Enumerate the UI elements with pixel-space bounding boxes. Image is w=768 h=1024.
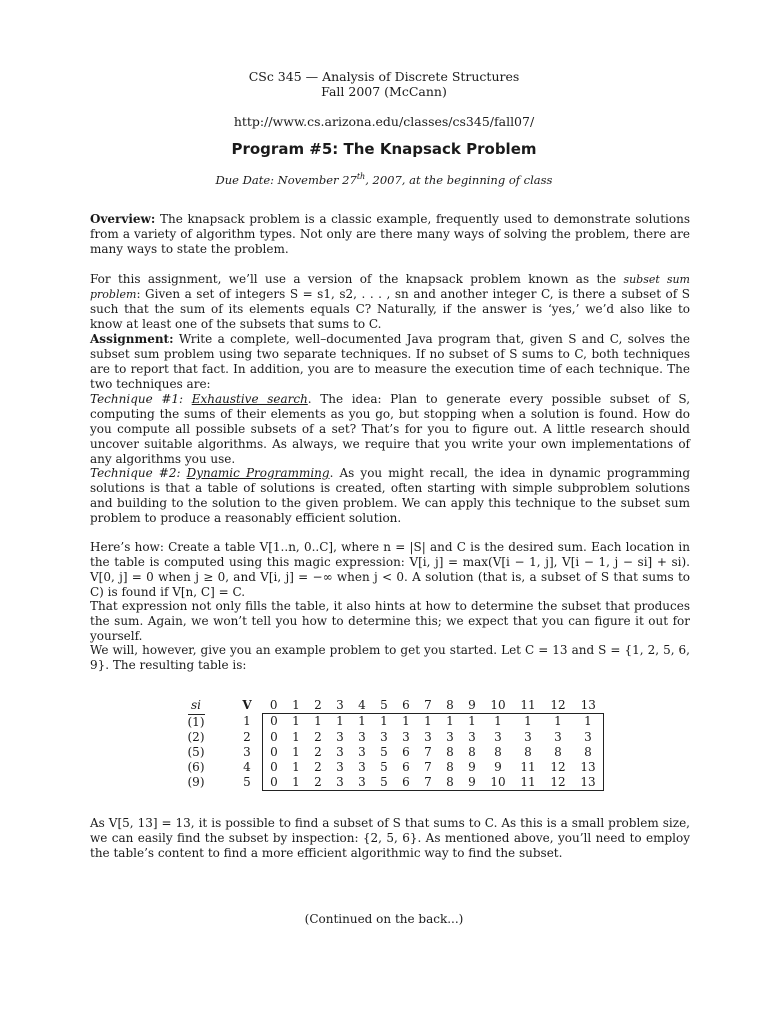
v-header: V	[242, 698, 252, 713]
table-cell: 10	[483, 775, 513, 791]
table-cell: 3	[573, 730, 604, 745]
table-cell: 3	[402, 729, 410, 744]
table-cell: 3	[351, 775, 373, 791]
table-cell: 8	[468, 744, 476, 759]
table-cell: 12	[543, 775, 573, 791]
table-cell: 11	[520, 759, 536, 774]
col-header: 2	[314, 698, 322, 712]
table-cell: 8	[439, 775, 461, 791]
table-cell: 6	[402, 744, 410, 759]
table-cell: 3	[468, 729, 476, 744]
table-cell: 3	[336, 729, 344, 744]
table-cell: 1	[543, 714, 573, 730]
table-cell: 1	[417, 714, 439, 730]
table-cell: 1	[461, 714, 483, 730]
row-index: 1	[243, 714, 251, 728]
table-cell: 0	[263, 775, 286, 791]
table-cell: 13	[573, 775, 604, 791]
dp-table-row	[170, 775, 604, 791]
hint-paragraph: That expression not only fills the table, it also hints at how to determine the subset that produces the sum. Again, we won’t tell you how to determine this; we expect that you can figure it out for yourself.	[90, 599, 690, 643]
table-cell: 8	[494, 744, 502, 759]
col-header: 11	[520, 698, 536, 712]
table-cell: 3	[446, 729, 454, 744]
dp-table-row	[170, 714, 604, 730]
col-header: 6	[402, 698, 410, 712]
table-cell: 1	[573, 714, 604, 730]
table-cell: 8	[554, 744, 562, 759]
table-cell: 8	[446, 744, 454, 759]
table-cell: 9	[461, 775, 483, 791]
table-cell: 0	[263, 730, 286, 745]
table-cell: 5	[380, 759, 388, 774]
col-header: 5	[380, 698, 388, 712]
si-value: (5)	[187, 744, 205, 759]
due-date: Due Date: November 27th, 2007, at the beginning of class	[215, 172, 553, 187]
si-value: (2)	[187, 729, 205, 744]
si-header: si	[191, 698, 201, 713]
table-cell: 6	[395, 775, 417, 791]
table-cell: 9	[468, 759, 476, 774]
col-header: 4	[358, 698, 366, 712]
technique-2-name: Dynamic Programming	[186, 466, 330, 480]
table-cell: 2	[307, 775, 329, 791]
table-cell: 6	[402, 759, 410, 774]
table-cell: 1	[351, 714, 373, 730]
table-cell: 3	[494, 729, 502, 744]
table-cell: 13	[573, 760, 604, 775]
col-header: 7	[424, 698, 432, 712]
table-cell: 3	[358, 729, 366, 744]
subset-sum-paragraph: For this assignment, we’ll use a version of the knapsack problem known as the subset sum problem: Given a set of integers S = s1, s2, . . . , sn and another integer C, is there a subset of S such that the sum of its elements equals C? Naturally, if the answer is ‘yes,’ we’d also like to know at least one of the subsets that sums to C.	[90, 272, 690, 331]
table-cell: 1	[285, 714, 307, 730]
conclusion-paragraph: As V[5, 13] = 13, it is possible to find a subset of S that sums to C. As this is a small problem size, we can easily find the subset by inspection: {2, 5, 6}. As mentioned above, you’ll need to employ the table’s content to find a more efficient algorithmic way to find the subset.	[90, 816, 690, 860]
table-cell: 3	[336, 759, 344, 774]
overview-paragraph: Overview: The knapsack problem is a classic example, frequently used to demonstrate solutions from a variety of algorithm types. Not only are there many ways of solving the problem, there are many ways to state the problem.	[90, 212, 690, 256]
table-cell: 1	[439, 714, 461, 730]
col-header: 0	[269, 698, 278, 712]
course-url: http://www.cs.arizona.edu/classes/cs345/fall07/	[233, 114, 535, 129]
technique-1-name: Exhaustive search	[191, 392, 308, 406]
dp-table-grid	[170, 698, 604, 791]
dp-table-row	[170, 760, 604, 775]
table-cell: 1	[307, 714, 329, 730]
example-paragraph: We will, however, give you an example problem to get you started. Let C = 13 and S = {1, 2, 5, 6, 9}. The resulting table is:	[90, 643, 690, 672]
table-cell: 1	[395, 714, 417, 730]
table-cell: 3	[380, 729, 388, 744]
row-index: 2	[243, 729, 251, 744]
col-header: 12	[550, 698, 566, 712]
col-header: 1	[292, 698, 300, 712]
row-index: 3	[243, 744, 251, 759]
table-cell: 3	[358, 744, 366, 759]
table-cell: 0	[263, 760, 286, 775]
col-header: 9	[468, 698, 476, 712]
si-value: (9)	[187, 774, 205, 789]
table-cell: 3	[554, 729, 562, 744]
dp-table	[170, 698, 604, 791]
table-cell: 1	[513, 714, 543, 730]
table-cell: 1	[483, 714, 513, 730]
col-header: 13	[580, 698, 596, 712]
table-cell: 7	[424, 759, 432, 774]
dp-table-header-row	[170, 698, 604, 714]
table-cell: 3	[424, 729, 432, 744]
table-cell: 7	[424, 744, 432, 759]
table-cell: 3	[336, 744, 344, 759]
table-cell: 7	[417, 775, 439, 791]
assignment-paragraph: Assignment: Write a complete, well–documented Java program that, given S and C, solves the subset sum problem using two separate techniques. If no subset of S sums to C, both techniques are to report that fact. In addition, you are to measure the execution time of each technique. The two techniques are:	[90, 332, 690, 391]
table-cell: 8	[524, 744, 532, 759]
table-cell: 2	[314, 744, 322, 759]
col-header: 8	[446, 698, 454, 712]
table-cell: 8	[446, 759, 454, 774]
table-cell: 5	[373, 775, 395, 791]
table-cell: 2	[314, 759, 322, 774]
overview-label: Overview:	[90, 212, 156, 226]
table-cell: 1	[292, 729, 300, 744]
term-line: Fall 2007 (McCann)	[321, 84, 447, 99]
table-cell: 12	[550, 759, 566, 774]
table-cell: 3	[358, 759, 366, 774]
table-cell: 3	[329, 775, 351, 791]
col-header: 3	[336, 698, 344, 712]
table-cell: 1	[292, 744, 300, 759]
continued-note: (Continued on the back...)	[304, 912, 464, 926]
table-cell: 11	[513, 775, 543, 791]
course-title: CSc 345 — Analysis of Discrete Structures	[248, 69, 520, 84]
si-value: (1)	[187, 714, 205, 729]
table-cell: 0	[263, 745, 286, 760]
table-cell: 5	[380, 744, 388, 759]
assignment-label: Assignment:	[90, 332, 174, 346]
howto-paragraph: Here’s how: Create a table V[1..n, 0..C], where n = |S| and C is the desired sum. Each location in the table is computed using this magic expression: V[i, j] = max(V[i − 1, j], V[i − 1, j − si] + si). V[0, j] = 0 when j ≥ 0, and V[i, j] = −∞ when j < 0. A solution (that is, a subset of S that sums to C) is found if V[n, C] = C.	[90, 540, 690, 599]
table-cell: 3	[524, 729, 532, 744]
table-cell: 1	[285, 775, 307, 791]
table-cell: 9	[494, 759, 502, 774]
table-cell: 8	[573, 745, 604, 760]
table-cell: 0	[263, 714, 286, 730]
table-cell: 2	[314, 729, 322, 744]
page-title: Program #5: The Knapsack Problem	[231, 140, 537, 158]
row-index: 5	[243, 774, 251, 789]
table-cell: 1	[329, 714, 351, 730]
row-index: 4	[243, 759, 251, 774]
col-header: 10	[490, 698, 506, 712]
table-cell: 1	[292, 759, 300, 774]
dp-table-row	[170, 745, 604, 760]
dp-table-row	[170, 730, 604, 745]
technique-2-paragraph: Technique #2: Dynamic Programming. As you might recall, the idea in dynamic programming solutions is that a table of solutions is created, often starting with simple subproblem solutions and building to the solution to the given problem. We can apply this technique to the subset sum problem to produce a reasonably efficient solution.	[90, 466, 690, 525]
technique-1-paragraph: Technique #1: Exhaustive search. The idea: Plan to generate every possible subset of S, computing the sums of their elements as you go, but stopping when a solution is found. How do you compute all possible subsets of a set? That’s for you to figure out. A little research should uncover suitable algorithms. As always, we require that you write your own implementations of any algorithms you use.	[90, 392, 691, 466]
table-cell: 1	[373, 714, 395, 730]
subset-sum-term: subset sum problem	[90, 273, 690, 301]
si-value: (6)	[187, 759, 205, 774]
